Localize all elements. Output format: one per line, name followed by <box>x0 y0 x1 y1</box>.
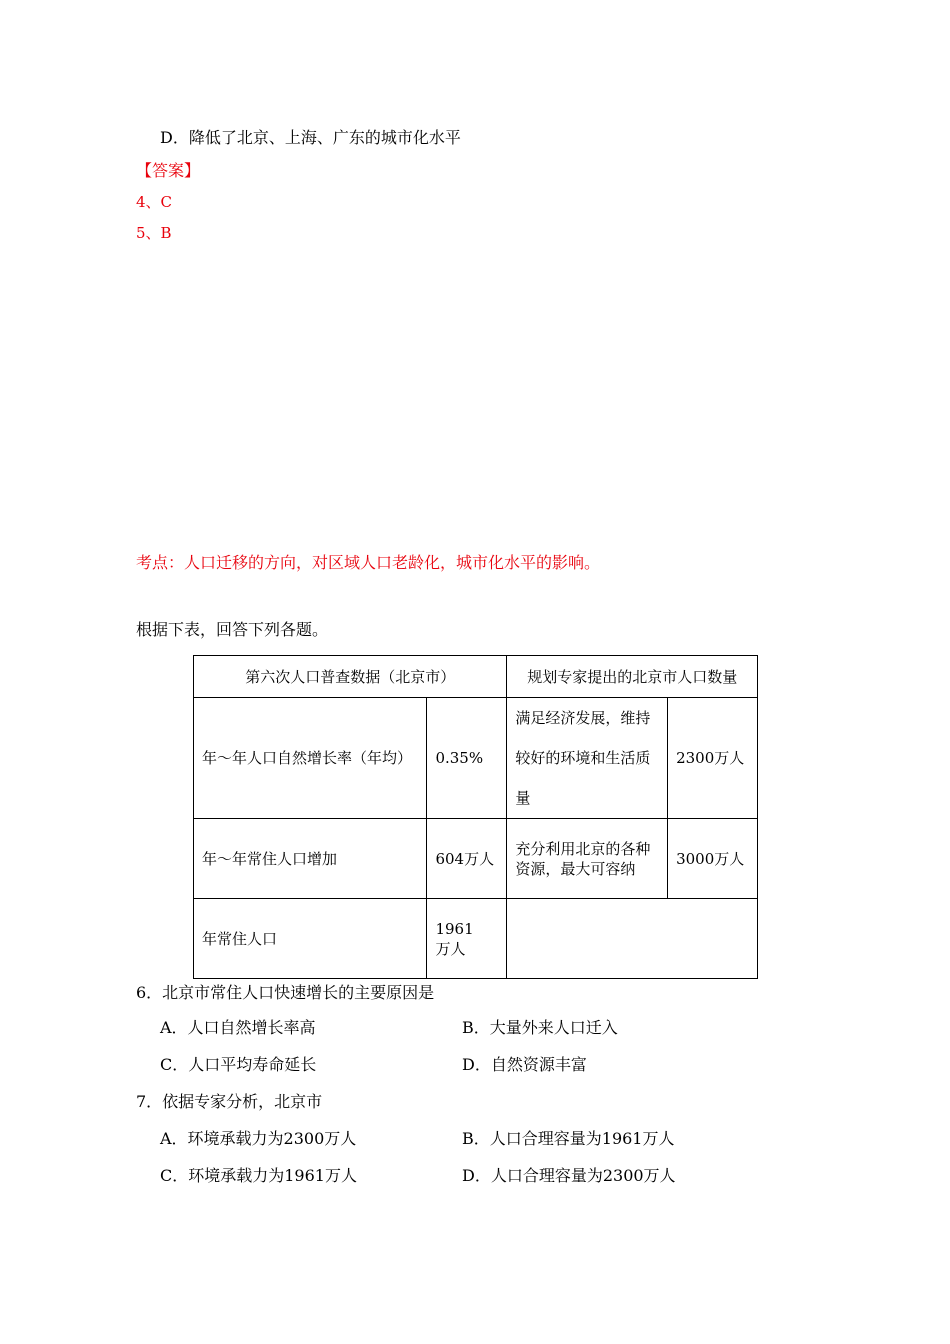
q7-option-c: C．环境承载力为1961万人 <box>160 1166 357 1185</box>
answer-item-5: 5、B <box>136 224 172 242</box>
q6-option-c: C．人口平均寿命延长 <box>160 1055 317 1074</box>
row-label: 年常住人口 <box>194 899 427 979</box>
kaodian-note: 考点：人口迁移的方向，对区域人口老龄化，城市化水平的影响。 <box>136 553 601 572</box>
q6-option-b: B．大量外来人口迁入 <box>462 1018 618 1037</box>
row-plan-empty <box>507 899 758 979</box>
table-intro: 根据下表，回答下列各题。 <box>136 620 329 639</box>
q7-stem: 7．依据专家分析，北京市 <box>136 1092 323 1111</box>
row-plan-value: 3000万人 <box>668 819 758 899</box>
q6-stem: 6．北京市常住人口快速增长的主要原因是 <box>136 983 435 1002</box>
q7-option-d: D．人口合理容量为2300万人 <box>462 1166 676 1185</box>
answer-label: 【答案】 <box>136 161 201 180</box>
row-value: 1961 万人 <box>427 899 507 979</box>
q6-option-d: D．自然资源丰富 <box>462 1055 587 1074</box>
row-plan: 满足经济发展，维持较好的环境和生活质量 <box>507 698 668 819</box>
q6-option-a: A．人口自然增长率高 <box>160 1018 316 1037</box>
row-label: 年～年人口自然增长率（年均） <box>194 698 427 819</box>
row-plan: 充分利用北京的各种资源，最大可容纳 <box>507 819 668 899</box>
row-value: 604万人 <box>427 819 507 899</box>
row-value: 0.35% <box>427 698 507 819</box>
header-left: 第六次人口普查数据（北京市） <box>194 656 507 698</box>
table-row <box>194 819 758 899</box>
table-header-row <box>194 656 758 698</box>
header-right: 规划专家提出的北京市人口数量 <box>507 656 758 698</box>
q7-option-b: B．人口合理容量为1961万人 <box>462 1129 675 1148</box>
q7-option-a: A．环境承载力为2300万人 <box>160 1129 357 1148</box>
table-row <box>194 698 758 819</box>
row-plan-value: 2300万人 <box>668 698 758 819</box>
census-table <box>193 655 758 979</box>
answer-item-4: 4、C <box>136 193 173 211</box>
row-label: 年～年常住人口增加 <box>194 819 427 899</box>
table-row <box>194 899 758 979</box>
q5-option-d: D．降低了北京、上海、广东的城市化水平 <box>160 128 461 147</box>
